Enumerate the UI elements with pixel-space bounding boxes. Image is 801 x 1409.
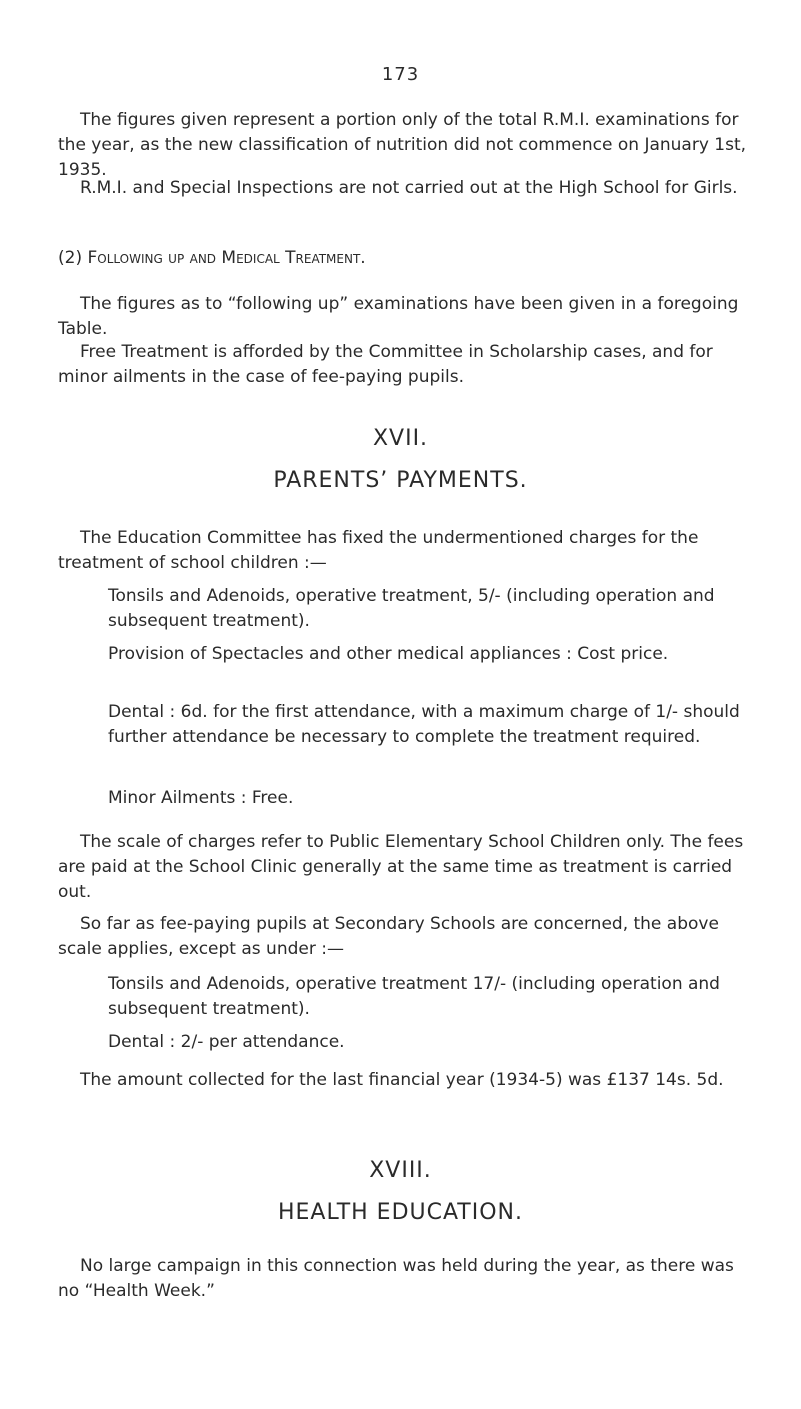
page-number: 173 (381, 64, 420, 85)
secondary-item-tonsils: Tonsils and Adenoids, operative treatment 17/- (including operation and subsequent treatment). (108, 974, 720, 1019)
intro-paragraph-2: R.M.I. and Special Inspections are not carried out at the High School for Girls. (80, 178, 738, 198)
charge-item-dental: Dental : 6d. for the first attendance, with a maximum charge of 1/- should further attendance be necessary to complete the treatment required. (108, 702, 740, 747)
charge-item-tonsils: Tonsils and Adenoids, operative treatment, 5/- (including operation and subsequent treatment). (108, 586, 715, 631)
section-2-heading: (2) Following up and Medical Treatment. (58, 248, 366, 268)
section-17-numeral: XVII. (372, 426, 429, 451)
section-17-title: PARENTS’ PAYMENTS. (273, 468, 528, 493)
intro-paragraph-1: The figures given represent a portion only of the total R.M.I. examinations for the year, as the new classification of nutrition did not commence on January 1st, 1935. (58, 110, 747, 180)
section-17-intro: The Education Committee has fixed the undermentioned charges for the treatment of school children :— (58, 528, 699, 573)
section-18-title: HEALTH EDUCATION. (277, 1200, 524, 1225)
section-18-numeral: XVIII. (369, 1158, 432, 1183)
charge-item-minor-ailments: Minor Ailments : Free. (108, 788, 294, 808)
section-2-paragraph-1: The figures as to “following up” examinations have been given in a foregoing Table. (58, 294, 739, 339)
section-18-paragraph: No large campaign in this connection was held during the year, as there was no “Health Week.” (58, 1256, 734, 1301)
amount-collected-paragraph: The amount collected for the last financial year (1934-5) was £137 14s. 5d. (80, 1070, 724, 1090)
secondary-item-dental: Dental : 2/- per attendance. (108, 1032, 345, 1052)
section-2-paragraph-2: Free Treatment is afforded by the Committee in Scholarship cases, and for minor ailments in the case of fee-paying pupils. (58, 342, 713, 387)
charge-item-spectacles: Provision of Spectacles and other medical appliances : Cost price. (108, 644, 669, 664)
secondary-schools-paragraph: So far as fee-paying pupils at Secondary Schools are concerned, the above scale applies, except as under :— (58, 914, 719, 959)
scale-paragraph: The scale of charges refer to Public Elementary School Children only. The fees are paid at the School Clinic generally at the same time as treatment is carried out. (58, 832, 744, 902)
